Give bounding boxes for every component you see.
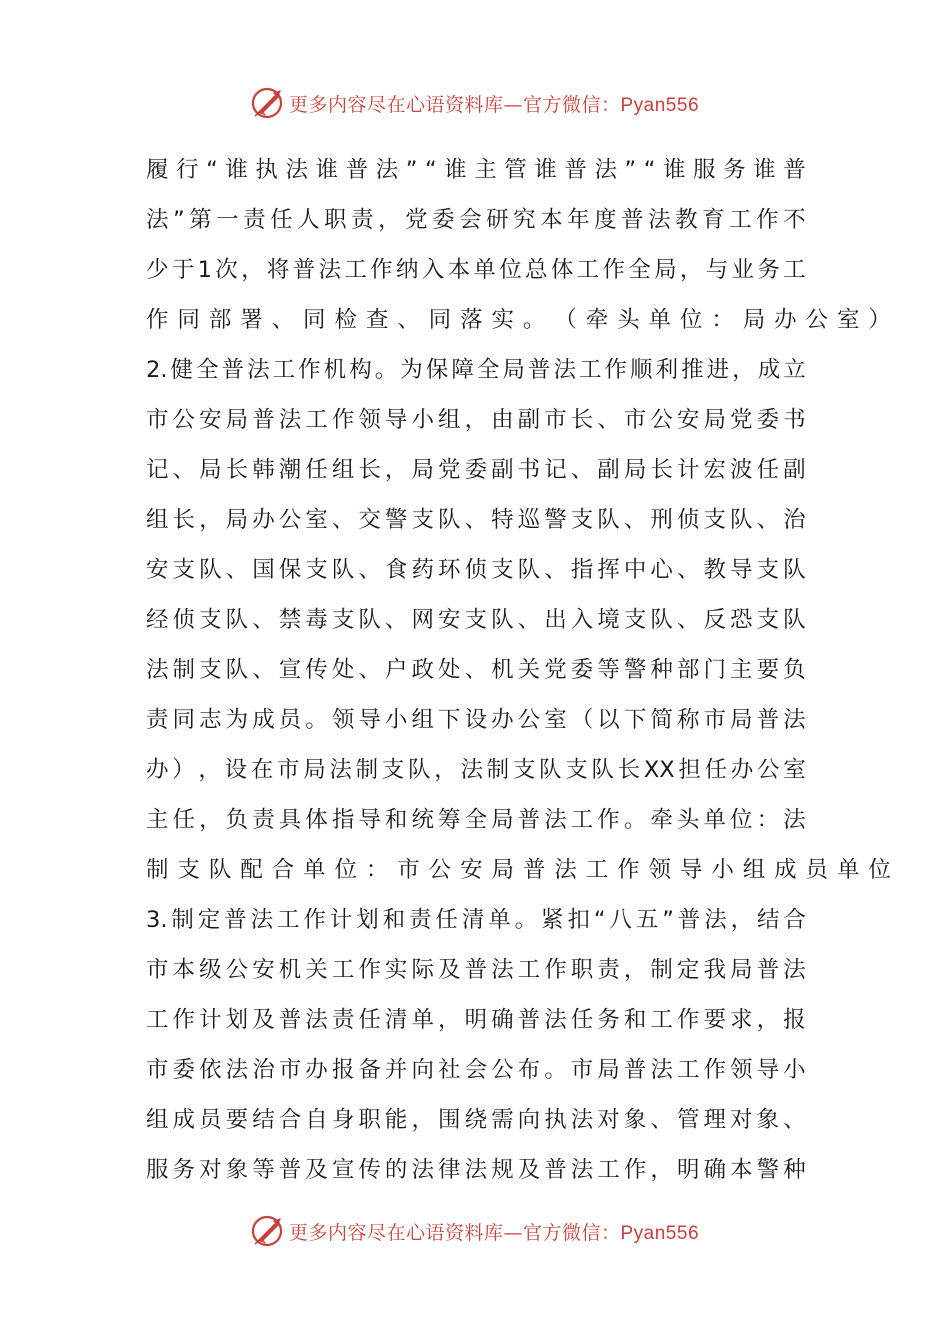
body-line: 2. 健 全 普 法 工 作 机 构 。 为 保 障 全 局 普 法 工 作 顺 利 推 进 ， 成 立 — [146, 357, 806, 383]
footer-banner — [0, 1211, 950, 1251]
body-line: 经 侦 支 队 、 禁 毒 支 队 、 网 安 支 队 、 出 入 境 支 队 、 反 恐 支 队 — [146, 607, 806, 633]
body-line: 安 支 队 、 国 保 支 队 、 食 药 环 侦 支 队 、 指 挥 中 心 、 教 导 支 队 — [146, 557, 806, 583]
header-banner-text — [289, 90, 699, 117]
footer-banner-label: 更多内容尽在心语资料库—官方微信： — [288, 1221, 621, 1244]
body-line: 少 于 1 次 ， 将 普 法 工 作 纳 入 本 单 位 总 体 工 作 全 局 ， 与 业 务 工 — [146, 257, 806, 283]
body-line: 服 务 对 象 等 普 及 宣 传 的 法 律 法 规 及 普 法 工 作 ， 明 确 本 警 种 — [146, 1157, 806, 1183]
body-line: 责 同 志 为 成 员 。 领 导 小 组 下 设 办 公 室 （ 以 下 简 称 市 局 普 法 — [146, 707, 806, 733]
pen-seal-logo-icon — [251, 1214, 285, 1248]
body-line: 法 ” 第 一 责 任 人 职 责 ， 党 委 会 研 究 本 年 度 普 法 教 育 工 作 不 — [146, 207, 806, 233]
body-line: 主 任 ， 负 责 具 体 指 导 和 统 筹 全 局 普 法 工 作 。 牵 头 单 位 ： 法 — [146, 807, 806, 833]
header-wechat-id: Pyan556 — [620, 94, 700, 116]
pen-seal-logo-icon — [251, 86, 285, 120]
body-line: 市 委 依 法 治 市 办 报 备 并 向 社 会 公 布 。 市 局 普 法 工 作 领 导 小 — [146, 1057, 806, 1083]
footer-wechat-id: Pyan556 — [620, 1222, 700, 1244]
header-banner-label: 更多内容尽在心语资料库—官方微信： — [288, 93, 621, 116]
header-banner — [0, 83, 950, 123]
document-body — [146, 145, 891, 1195]
body-line: 市 公 安 局 普 法 工 作 领 导 小 组 ， 由 副 市 长 、 市 公 安 局 党 委 书 — [146, 407, 806, 433]
body-line: 记 、 局 长 韩 潮 任 组 长 ， 局 党 委 副 书 记 、 副 局 长 计 宏 波 任 副 — [146, 457, 806, 483]
body-line: 作 同 部 署 、 同 检 查 、 同 落 实 。 （ 牵 头 单 位 ： 局 办 公 室 ） — [146, 307, 891, 333]
body-line: 工 作 计 划 及 普 法 责 任 清 单 ， 明 确 普 法 任 务 和 工 作 要 求 ， 报 — [146, 1007, 806, 1033]
body-line: 履 行 “ 谁 执 法 谁 普 法 ” “ 谁 主 管 谁 普 法 ” “ 谁 服 务 谁 普 — [146, 157, 806, 183]
footer-banner-text — [289, 1218, 699, 1245]
body-line: 制 支 队 配 合 单 位 ： 市 公 安 局 普 法 工 作 领 导 小 组 成 员 单 位 — [146, 857, 891, 883]
body-line: 法 制 支 队 、 宣 传 处 、 户 政 处 、 机 关 党 委 等 警 种 部 门 主 要 负 — [146, 657, 806, 683]
body-line: 办 ） ， 设 在 市 局 法 制 支 队 ， 法 制 支 队 支 队 长 XX 担 任 办 公 室 — [146, 757, 806, 783]
body-line: 组 长 ， 局 办 公 室 、 交 警 支 队 、 特 巡 警 支 队 、 刑 侦 支 队 、 治 — [146, 507, 806, 533]
body-line: 3. 制 定 普 法 工 作 计 划 和 责 任 清 单 。 紧 扣 “ 八 五 ” 普 法 ， 结 合 — [146, 907, 806, 933]
body-line: 组 成 员 要 结 合 自 身 职 能 ， 围 绕 需 向 执 法 对 象 、 管 理 对 象 、 — [146, 1107, 806, 1133]
body-line: 市 本 级 公 安 机 关 工 作 实 际 及 普 法 工 作 职 责 ， 制 定 我 局 普 法 — [146, 957, 806, 983]
